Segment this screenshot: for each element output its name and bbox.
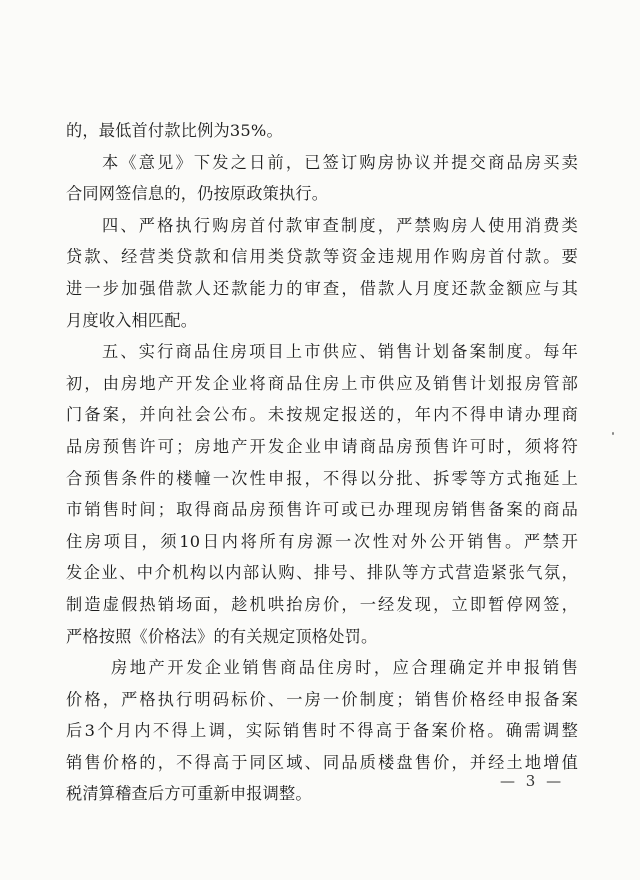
paragraph-line: 的，最低首付款比例为35%。: [66, 121, 283, 140]
paragraph-line: 制造虚假热销场面，趁机哄抬房价，一经发现，立即暂停网签，: [66, 594, 578, 614]
paragraph-line: 品房预售许可；房地产开发企业申请商品房预售许可时，须将符: [66, 436, 578, 456]
paragraph-line: 销售价格的，不得高于同区域、同品质楼盘售价，并经土地增值: [66, 752, 578, 772]
paragraph-line: 市销售时间；取得商品房预售许可或已办理现房销售备案的商品: [66, 500, 578, 520]
paragraph-line: 住房项目，须10日内将所有房源一次性对外公开销售。严禁开: [66, 531, 578, 551]
document-body: [66, 115, 578, 810]
paragraph-line: 初，由房地产开发企业将商品住房上市供应及销售计划报房管部: [66, 373, 578, 393]
paragraph-line: 本《意见》下发之日前，已签订购房协议并提交商品房买卖: [102, 152, 578, 172]
paragraph-line: 后3个月内不得上调，实际销售时不得高于备案价格。确需调整: [66, 721, 578, 741]
paragraph-line: 月度收入相匹配。: [66, 310, 198, 330]
paragraph-line: 合预售条件的楼幢一次性申报，不得以分批、拆零等方式拖延上: [66, 468, 578, 488]
paragraph-line: 门备案，并向社会公布。未按规定报送的，年内不得申请办理商: [66, 405, 578, 425]
paragraph-line: 税清算稽查后方可重新申报调整。: [66, 784, 312, 804]
paragraph-line: 房地产开发企业销售商品住房时，应合理确定并申报销售: [111, 658, 578, 678]
paragraph-line: 贷款、经营类贷款和信用类贷款等资金违规用作购房首付款。要: [66, 247, 578, 267]
paragraph-line: 严格按照《价格法》的有关规定顶格处罚。: [66, 626, 378, 646]
scan-speck: [612, 432, 614, 435]
paragraph-line: 四、严格执行购房首付款审查制度，严禁购房人使用消费类: [102, 215, 578, 235]
paragraph-line: 五、实行商品住房项目上市供应、销售计划备案制度。每年: [102, 342, 578, 362]
paragraph-line: 发企业、中介机构以内部认购、排号、排队等方式营造紧张气氛，: [66, 563, 578, 583]
paragraph-line: 合同网签信息的，仍按原政策执行。: [66, 184, 329, 204]
page-number: — 3 —: [500, 772, 565, 790]
paragraph-line: 进一步加强借款人还款能力的审查，借款人月度还款金额应与其: [66, 278, 578, 298]
paragraph-line: 价格，严格执行明码标价、一房一价制度；销售价格经申报备案: [66, 689, 578, 709]
